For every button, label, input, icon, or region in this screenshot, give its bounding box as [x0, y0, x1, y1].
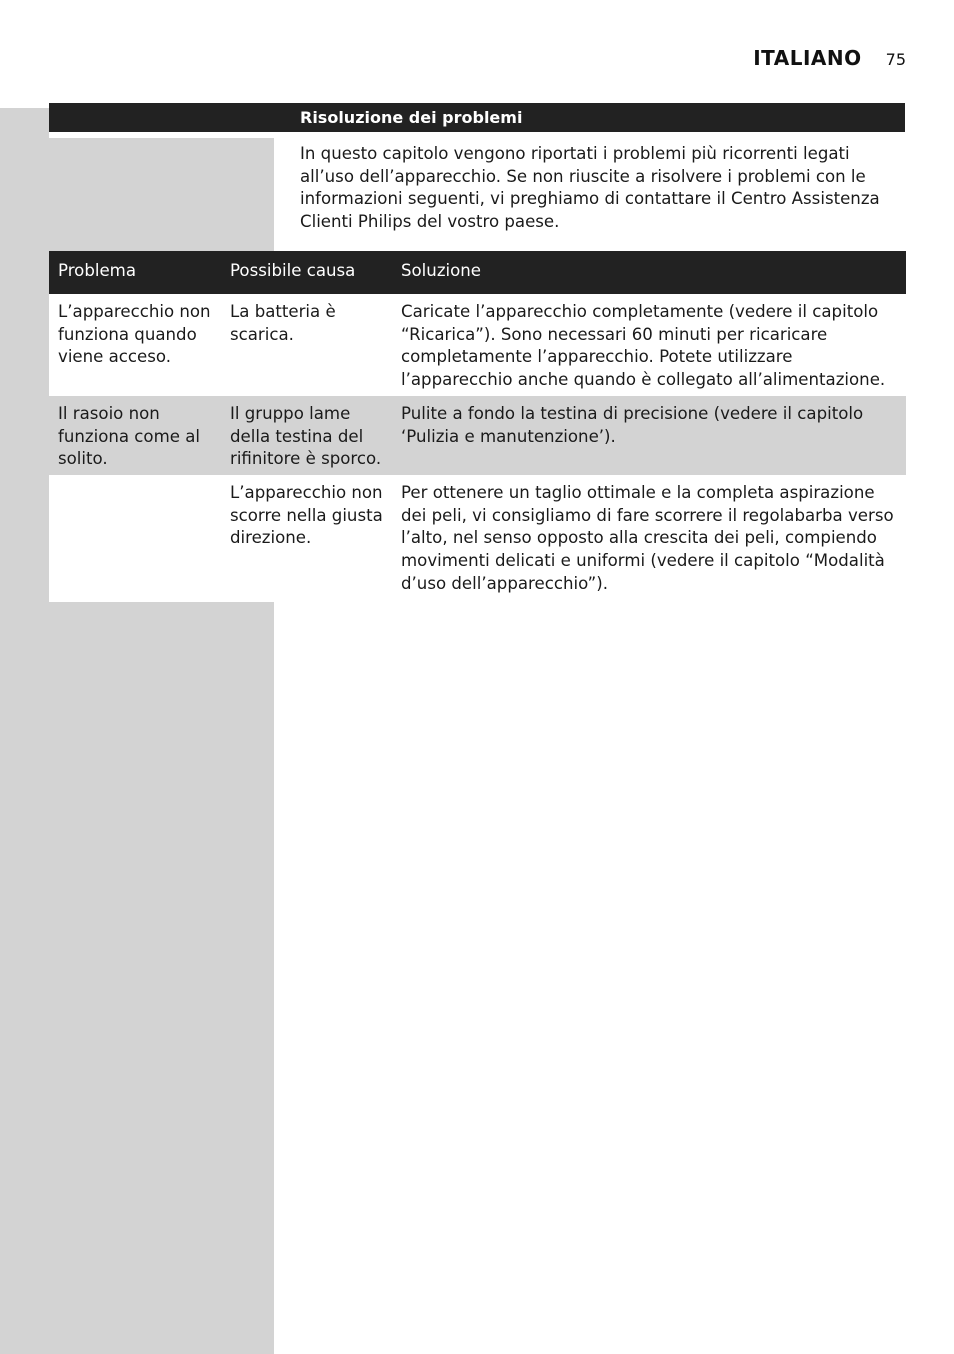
section-title-bar [49, 103, 905, 132]
problem-cell: L’apparecchio non funziona quando viene acceso. [58, 302, 211, 367]
page-header [753, 46, 906, 70]
cause-cell: L’apparecchio non scorre nella giusta direzione. [230, 483, 383, 548]
page-number: 75 [885, 50, 906, 69]
language-title: ITALIANO [753, 46, 862, 70]
column-header-cause: Possibile causa [230, 261, 356, 280]
table-row [49, 396, 906, 475]
column-header-solution: Soluzione [401, 261, 482, 280]
section-bar-spacer [49, 132, 274, 138]
troubleshooting-table [49, 251, 906, 602]
intro-paragraph: In questo capitolo vengono riportati i problemi più ricorrenti legati all’uso dell’apparecchio. Se non riuscite a risolvere i problemi con le informazioni seguenti, vi preghiamo di contattare il Centro Assistenza Clienti Philips del vostro paese. [300, 144, 880, 231]
column-header-problem: Problema [58, 261, 137, 280]
problem-cell: Il rasoio non funziona come al solito. [58, 404, 201, 469]
cause-cell: Il gruppo lame della testina del rifinitore è sporco. [230, 404, 382, 469]
table-row [49, 294, 906, 396]
table-header-row [49, 251, 906, 294]
section-title: Risoluzione dei problemi [300, 108, 523, 127]
solution-cell: Pulite a fondo la testina di precisione (vedere il capitolo ‘Pulizia e manutenzione’). [401, 404, 864, 446]
solution-cell: Caricate l’apparecchio completamente (vedere il capitolo “Ricarica”). Sono necessari 60 minuti per ricaricare completamente l’apparecchio. Potete utilizzare l’apparecchio anche quando è collegato all’alimentazione. [401, 302, 886, 390]
table-row [49, 475, 906, 602]
solution-cell: Per ottenere un taglio ottimale e la completa aspirazione dei peli, vi consigliamo di fare scorrere il regolabarba verso l’alto, nel senso opposto alla crescita dei peli, compiendo movimenti delicati e uniformi (vedere il capitolo “Modalità d’uso dell’apparecchio”). [401, 483, 894, 593]
cause-cell: La batteria è scarica. [230, 302, 336, 344]
